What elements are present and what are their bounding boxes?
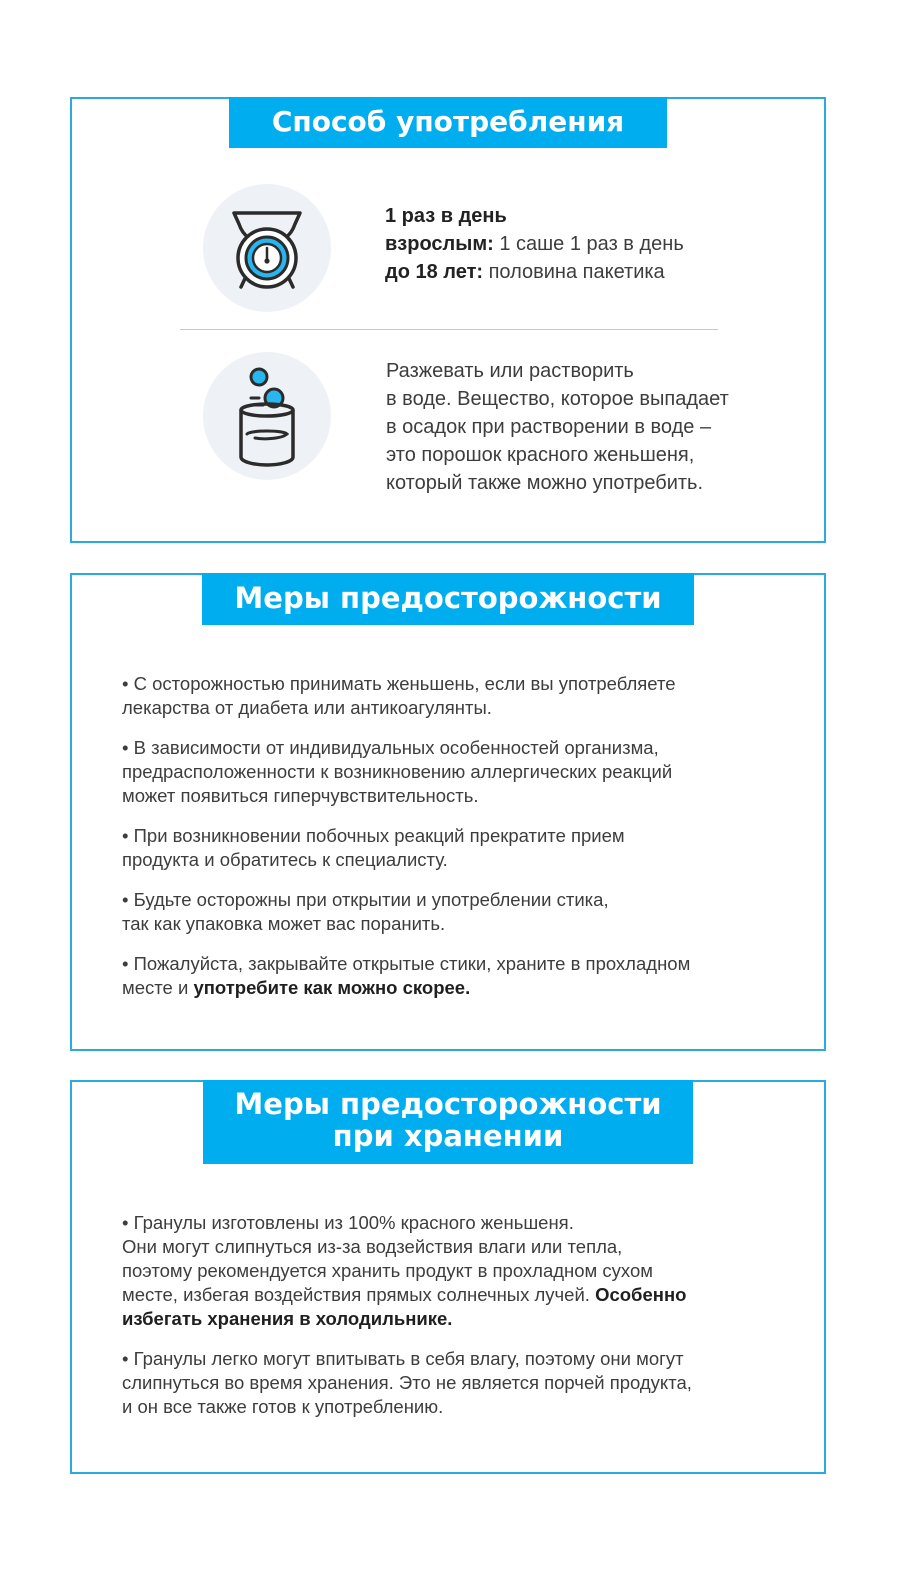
usage-title: Способ употребления — [229, 97, 667, 148]
list-line: слипнуться во время хранения. Это не является порчей продукта, — [122, 1372, 692, 1393]
precautions-section — [70, 573, 826, 1051]
list-line: • Пожалуйста, закрывайте открытые стики, храните в прохладном — [122, 953, 691, 974]
list-line: • В зависимости от индивидуальных особенностей организма, — [122, 737, 659, 758]
precautions-title: Меры предосторожности — [202, 573, 694, 625]
list-line: так как упаковка может вас поранить. — [122, 913, 446, 934]
list-item — [122, 672, 772, 720]
usage-divider — [180, 329, 718, 330]
list-line: может появиться гиперчувствительность. — [122, 785, 479, 806]
list-line: предрасположенности к возникновению аллергических реакций — [122, 761, 673, 782]
method-line: это порошок красного женьшеня, — [386, 444, 695, 466]
list-line: • Будьте осторожны при открытии и употреблении стика, — [122, 889, 609, 910]
list-line: • Гранулы изготовлены из 100% красного женьшеня. — [122, 1212, 574, 1233]
dissolve-in-glass-icon — [203, 352, 331, 480]
storage-title-line: при хранении — [332, 1119, 564, 1153]
method-line: Разжевать или растворить — [386, 360, 634, 382]
storage-section — [70, 1080, 826, 1474]
list-text: месте и — [122, 977, 194, 998]
list-line — [122, 976, 772, 1000]
list-line: Они могут слипнуться из-за водзействия влаги или тепла, — [122, 1236, 623, 1257]
method-icon-circle — [203, 352, 331, 480]
list-line: лекарства от диабета или антикоагулянты. — [122, 697, 492, 718]
dosage-adults — [385, 230, 684, 258]
list-item — [122, 824, 772, 872]
list-emphasis: Особенно — [595, 1284, 687, 1305]
method-line: в воде. Вещество, которое выпадает — [386, 388, 729, 410]
list-item — [122, 888, 772, 936]
list-line: • При возникновении побочных реакций прекратите прием — [122, 825, 625, 846]
list-line: • С осторожностью принимать женьшень, если вы употребляете — [122, 673, 676, 694]
list-item — [122, 736, 772, 808]
list-line: и он все также готов к употреблению. — [122, 1396, 444, 1417]
list-emphasis: употребите как можно скорее. — [193, 977, 471, 998]
list-line: продукта и обратитесь к специалисту. — [122, 849, 448, 870]
adults-value: 1 саше 1 раз в день — [493, 233, 684, 255]
list-line: поэтому рекомендуется хранить продукт в прохладном сухом — [122, 1260, 653, 1281]
precautions-list — [122, 672, 772, 1016]
list-item — [122, 952, 772, 1000]
usage-section — [70, 97, 826, 543]
method-line: в осадок при растворении в воде – — [386, 416, 712, 438]
list-text: месте, избегая воздействия прямых солнечных лучей. — [122, 1284, 596, 1305]
dosage-under18 — [385, 258, 684, 286]
adults-label: взрослым: — [385, 233, 494, 255]
storage-title-line: Меры предосторожности — [234, 1087, 662, 1121]
list-emphasis: избегать хранения в холодильнике. — [122, 1308, 453, 1329]
dosage-text — [385, 202, 684, 286]
list-item — [122, 1347, 772, 1419]
list-item — [122, 1211, 772, 1331]
method-text — [386, 357, 729, 497]
list-line — [122, 1283, 772, 1307]
dosage-frequency: 1 раз в день — [385, 205, 507, 227]
storage-list — [122, 1211, 772, 1435]
timer-icon — [203, 184, 331, 312]
under18-value: половина пакетика — [483, 261, 665, 283]
list-line: • Гранулы легко могут впитывать в себя влагу, поэтому они могут — [122, 1348, 684, 1369]
dosage-icon-circle — [203, 184, 331, 312]
method-line: который также можно употребить. — [386, 472, 704, 494]
under18-label: до 18 лет: — [385, 261, 484, 283]
storage-title — [203, 1080, 693, 1164]
